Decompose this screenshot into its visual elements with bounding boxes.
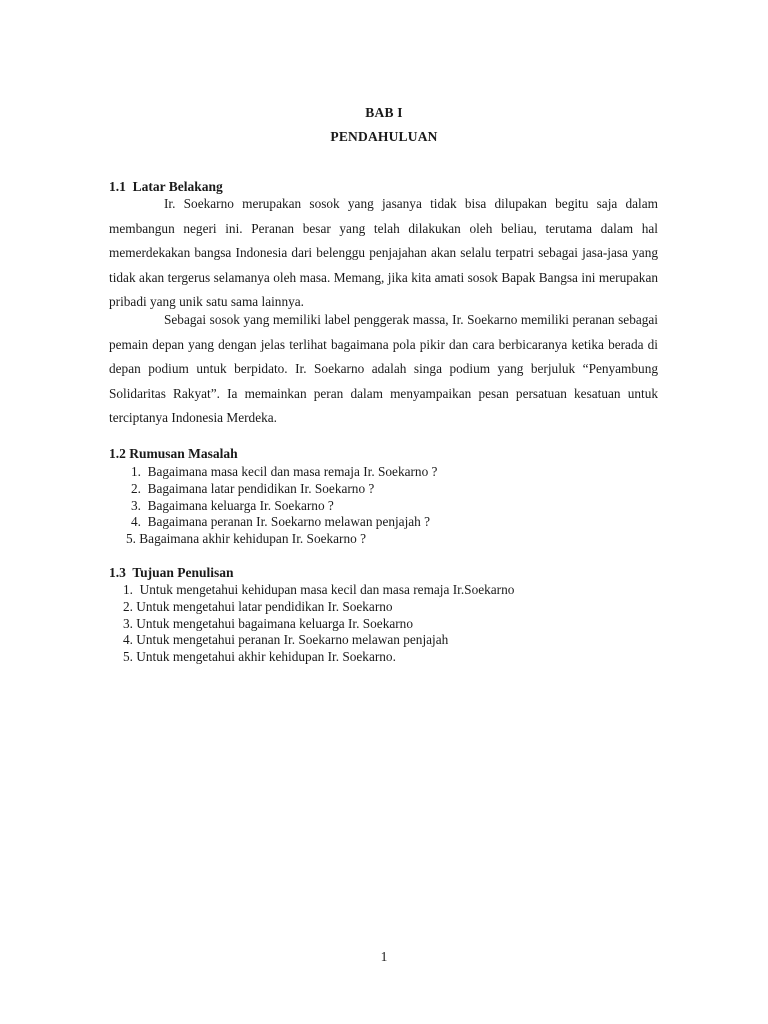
section-heading-latar-belakang: 1.1 Latar Belakang — [109, 179, 223, 194]
list-item: 4. Bagaimana peranan Ir. Soekarno melawan penjajah ? — [131, 514, 431, 530]
list-item: 5. Bagaimana akhir kehidupan Ir. Soekarno ? — [126, 531, 367, 547]
list-item: 1. Untuk mengetahui kehidupan masa kecil dan masa remaja Ir.Soekarno — [123, 582, 515, 597]
paragraph: Sebagai sosok yang memiliki label penggerak massa, Ir. Soekarno memiliki peranan sebagai pemain depan yang dengan jelas terlihat bagaimana pola pikir dan cara berbicaranya ketika berada di depan podium untuk berpidato. Ir. Soekarno adalah singa podium yang berjuluk “Penyambung Solidaritas Rakyat”. Ia memainkan peran dalam menyampaikan pesan persatuan kesatuan untuk terciptanya Indonesia Merdeka. — [109, 312, 658, 426]
list-item: 4. Untuk mengetahui peranan Ir. Soekarno melawan penjajah — [123, 632, 449, 648]
paragraph: Ir. Soekarno merupakan sosok yang jasanya tidak bisa dilupakan begitu saja dalam membangun negeri ini. Peranan besar yang telah dilakukan oleh beliau, terutama dalam hal memerdekakan bangsa Indonesia dari belenggu penjajahan akan selalu terpatri sebagai jasa-jasa yang tidak akan tergerus selamanya oleh masa. Memang, jika kita amati sosok Bapak Bangsa ini merupakan pribadi yang unik satu sama lainnya. — [109, 196, 658, 310]
chapter-number: BAB I — [365, 105, 403, 120]
list-item: 2. Bagaimana latar pendidikan Ir. Soekarno ? — [131, 480, 375, 496]
tujuan-penulisan-list — [123, 582, 514, 666]
list-item: 5. Untuk mengetahui akhir kehidupan Ir. Soekarno. — [123, 649, 396, 665]
section-heading-rumusan-masalah: 1.2 Rumusan Masalah — [109, 446, 238, 461]
section-heading-tujuan-penulisan: 1.3 Tujuan Penulisan — [109, 565, 234, 580]
list-item: 3. Bagaimana keluarga Ir. Soekarno ? — [131, 497, 334, 513]
chapter-title: PENDAHULUAN — [330, 129, 438, 144]
list-item: 2. Untuk mengetahui latar pendidikan Ir. Soekarno — [123, 598, 393, 614]
list-item: 3. Untuk mengetahui bagaimana keluarga Ir. Soekarno — [123, 615, 413, 631]
page-number: 1 — [380, 949, 388, 964]
rumusan-masalah-list — [126, 464, 438, 548]
list-item: 1. Bagaimana masa kecil dan masa remaja Ir. Soekarno ? — [131, 464, 438, 479]
